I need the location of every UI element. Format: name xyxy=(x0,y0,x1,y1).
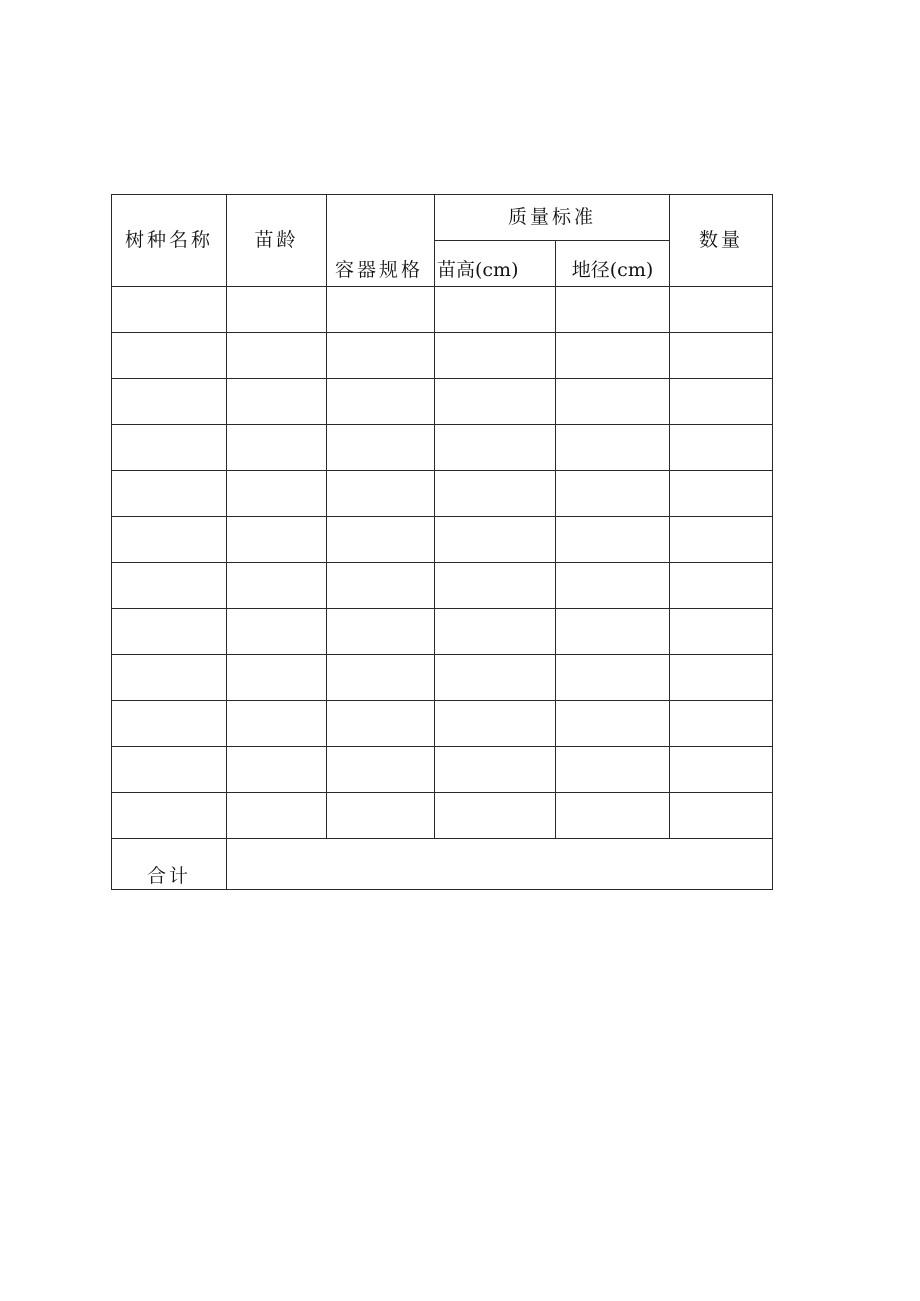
cell-container-size[interactable] xyxy=(327,471,435,517)
cell-species[interactable] xyxy=(112,701,227,747)
table-row xyxy=(112,701,773,747)
total-value-cell[interactable] xyxy=(227,839,773,890)
cell-age[interactable] xyxy=(227,747,327,793)
cell-seedling-height[interactable] xyxy=(435,701,556,747)
cell-species[interactable] xyxy=(112,563,227,609)
cell-age[interactable] xyxy=(227,701,327,747)
seedling-form-table xyxy=(111,194,773,890)
cell-seedling-height[interactable] xyxy=(435,333,556,379)
cell-seedling-height[interactable] xyxy=(435,563,556,609)
cell-quantity[interactable] xyxy=(670,563,773,609)
header-age: 苗龄 xyxy=(227,195,327,287)
cell-quantity[interactable] xyxy=(670,471,773,517)
cell-ground-diameter[interactable] xyxy=(556,701,670,747)
cell-quantity[interactable] xyxy=(670,517,773,563)
table-row xyxy=(112,287,773,333)
cell-age[interactable] xyxy=(227,425,327,471)
cell-age[interactable] xyxy=(227,517,327,563)
cell-species[interactable] xyxy=(112,287,227,333)
cell-container-size[interactable] xyxy=(327,609,435,655)
cell-container-size[interactable] xyxy=(327,793,435,839)
cell-quantity[interactable] xyxy=(670,747,773,793)
table-row xyxy=(112,609,773,655)
total-label: 合计 xyxy=(112,839,227,890)
cell-ground-diameter[interactable] xyxy=(556,747,670,793)
cell-ground-diameter[interactable] xyxy=(556,471,670,517)
table-row xyxy=(112,517,773,563)
header-quantity: 数量 xyxy=(670,195,773,287)
cell-quantity[interactable] xyxy=(670,333,773,379)
table-row xyxy=(112,425,773,471)
cell-age[interactable] xyxy=(227,655,327,701)
table-row xyxy=(112,655,773,701)
cell-container-size[interactable] xyxy=(327,379,435,425)
cell-species[interactable] xyxy=(112,333,227,379)
table-row xyxy=(112,793,773,839)
cell-container-size[interactable] xyxy=(327,333,435,379)
header-quality-standard: 质量标准 xyxy=(435,195,670,241)
cell-quantity[interactable] xyxy=(670,701,773,747)
cell-species[interactable] xyxy=(112,471,227,517)
header-ground-diameter: 地径(cm) xyxy=(556,241,670,287)
header-species: 树种名称 xyxy=(112,195,227,287)
cell-quantity[interactable] xyxy=(670,609,773,655)
cell-seedling-height[interactable] xyxy=(435,793,556,839)
cell-age[interactable] xyxy=(227,287,327,333)
cell-container-size[interactable] xyxy=(327,287,435,333)
cell-species[interactable] xyxy=(112,517,227,563)
cell-quantity[interactable] xyxy=(670,425,773,471)
cell-age[interactable] xyxy=(227,609,327,655)
cell-ground-diameter[interactable] xyxy=(556,333,670,379)
cell-container-size[interactable] xyxy=(327,563,435,609)
cell-quantity[interactable] xyxy=(670,655,773,701)
cell-seedling-height[interactable] xyxy=(435,425,556,471)
cell-species[interactable] xyxy=(112,425,227,471)
cell-quantity[interactable] xyxy=(670,793,773,839)
cell-seedling-height[interactable] xyxy=(435,655,556,701)
cell-age[interactable] xyxy=(227,793,327,839)
cell-seedling-height[interactable] xyxy=(435,517,556,563)
cell-ground-diameter[interactable] xyxy=(556,379,670,425)
cell-container-size[interactable] xyxy=(327,425,435,471)
cell-seedling-height[interactable] xyxy=(435,287,556,333)
cell-ground-diameter[interactable] xyxy=(556,287,670,333)
cell-seedling-height[interactable] xyxy=(435,379,556,425)
cell-age[interactable] xyxy=(227,563,327,609)
table-row xyxy=(112,333,773,379)
cell-seedling-height[interactable] xyxy=(435,609,556,655)
cell-species[interactable] xyxy=(112,655,227,701)
cell-quantity[interactable] xyxy=(670,287,773,333)
cell-container-size[interactable] xyxy=(327,655,435,701)
cell-age[interactable] xyxy=(227,471,327,517)
header-container-size: 容器规格 xyxy=(327,195,435,287)
cell-container-size[interactable] xyxy=(327,517,435,563)
cell-container-size[interactable] xyxy=(327,701,435,747)
table-body xyxy=(112,287,773,839)
cell-ground-diameter[interactable] xyxy=(556,517,670,563)
cell-ground-diameter[interactable] xyxy=(556,793,670,839)
table-row xyxy=(112,747,773,793)
table-row xyxy=(112,471,773,517)
cell-age[interactable] xyxy=(227,379,327,425)
cell-age[interactable] xyxy=(227,333,327,379)
cell-species[interactable] xyxy=(112,379,227,425)
cell-species[interactable] xyxy=(112,609,227,655)
cell-seedling-height[interactable] xyxy=(435,471,556,517)
cell-ground-diameter[interactable] xyxy=(556,609,670,655)
cell-species[interactable] xyxy=(112,747,227,793)
cell-ground-diameter[interactable] xyxy=(556,655,670,701)
cell-seedling-height[interactable] xyxy=(435,747,556,793)
cell-ground-diameter[interactable] xyxy=(556,425,670,471)
cell-container-size[interactable] xyxy=(327,747,435,793)
table-row xyxy=(112,379,773,425)
cell-ground-diameter[interactable] xyxy=(556,563,670,609)
header-seedling-height: 苗高(cm) xyxy=(435,241,556,287)
total-row xyxy=(112,839,773,890)
table-row xyxy=(112,563,773,609)
cell-quantity[interactable] xyxy=(670,379,773,425)
cell-species[interactable] xyxy=(112,793,227,839)
